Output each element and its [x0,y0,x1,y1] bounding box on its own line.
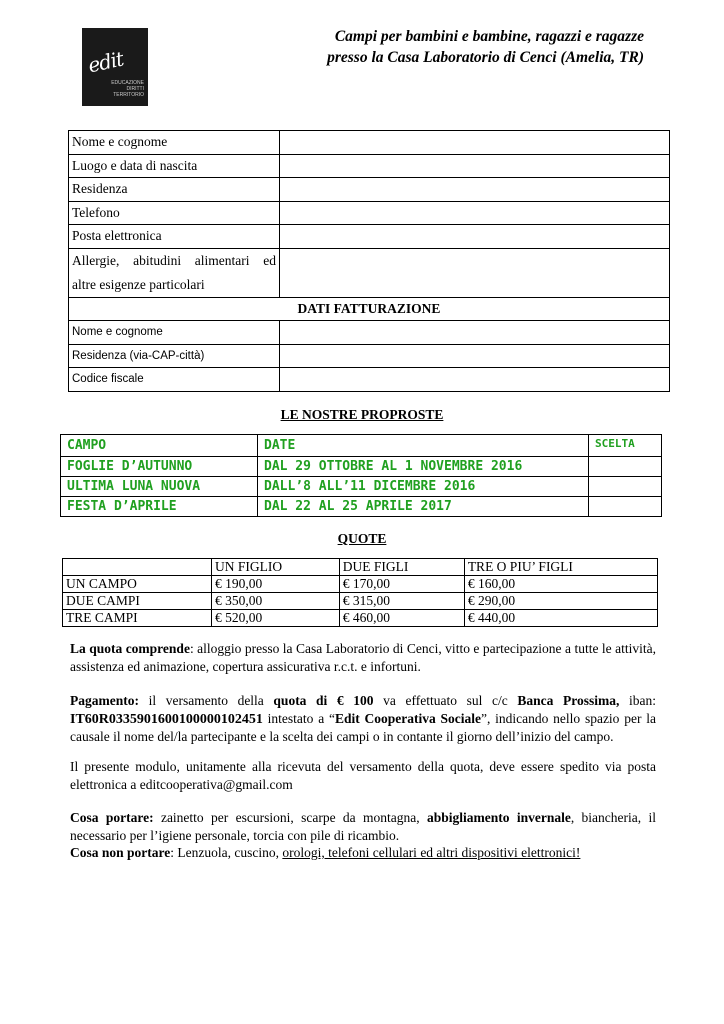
field-input[interactable] [280,131,670,155]
quote-cell: DUE CAMPI [63,593,212,610]
quote-row [63,576,658,593]
quote-cell: € 160,00 [464,576,657,593]
quote-cell: € 170,00 [339,576,464,593]
field-label: Residenza (via-CAP-città) [69,344,280,368]
quote-cell: € 440,00 [464,610,657,627]
proposals-table [60,434,662,517]
quote-table [62,558,658,627]
col-header-campo: CAMPO [61,435,258,457]
iban-code: IT60R0335901600100000102451 [70,711,263,727]
logo-subtitle: EDUCAZIONE DIRITTI TERRITORIO [111,80,144,98]
form-row [69,321,670,345]
proposal-choice[interactable] [589,497,662,517]
quote-cell: € 350,00 [212,593,340,610]
modulo-paragraph: Il presente modulo, unitamente alla ricevuta del versamento della quota, deve essere spedito via posta elettronica a editcooperativa@gmail.com [70,759,656,792]
form-row [69,248,670,297]
proposal-date: DAL 29 OTTOBRE AL 1 NOVEMBRE 2016 [258,457,589,477]
proposals-header-row [61,435,662,457]
quote-row [63,593,658,610]
form-row [69,225,670,249]
proposal-campo: FOGLIE D’AUTUNNO [61,457,258,477]
registration-form-table [68,130,670,392]
form-row [69,344,670,368]
quote-header-row [63,559,658,576]
field-label: Residenza [69,178,280,202]
quote-row [63,610,658,627]
proposal-campo: ULTIMA LUNA NUOVA [61,477,258,497]
field-label: Nome e cognome [69,321,280,345]
quote-cell: € 190,00 [212,576,340,593]
field-label: Nome e cognome [69,131,280,155]
quote-cell: € 315,00 [339,593,464,610]
proposal-row [61,497,662,517]
proposal-choice[interactable] [589,477,662,497]
field-input[interactable] [280,154,670,178]
edit-logo [82,28,148,106]
field-label: Luogo e data di nascita [69,154,280,178]
pagamento-paragraph: Pagamento: il versamento della quota di € 100 va effettuato sul c/c Banca Prossima, iban: IT60R0335901600100000102451 intestato a “Edit Cooperativa Sociale”, indicando nello spazio per la causale il nome del/la partecipante e la scelta dei campi o in contante il giorno dell’inizio del campo. [70,693,656,744]
billing-header: DATI FATTURAZIONE [69,297,670,321]
logo-text: edit [85,46,126,78]
quote-cell: € 460,00 [339,610,464,627]
proposal-row [61,457,662,477]
proposal-date: DALL’8 ALL’11 DICEMBRE 2016 [258,477,589,497]
billing-header-row [69,297,670,321]
proposal-row [61,477,662,497]
field-input[interactable] [280,225,670,249]
col-header-date: DATE [258,435,589,457]
col-header-scelta: SCELTA [589,435,662,457]
form-row [69,131,670,155]
field-input[interactable] [280,321,670,345]
quote-title: QUOTE [337,531,387,546]
page-title: Campi per bambini e bambine, ragazzi e ragazze presso la Casa Laboratorio di Cenci (Amelia, TR) [327,28,644,66]
field-input[interactable] [280,178,670,202]
proposal-date: DAL 22 AL 25 APRILE 2017 [258,497,589,517]
proposals-title: LE NOSTRE PROPROSTE [280,407,444,422]
form-row [69,201,670,225]
form-row [69,178,670,202]
quote-header-cell [63,559,212,576]
form-row [69,154,670,178]
quote-cell: € 290,00 [464,593,657,610]
field-label: Codice fiscale [69,368,280,392]
quote-header-cell: DUE FIGLI [339,559,464,576]
proposal-choice[interactable] [589,457,662,477]
cosa-portare-paragraph: Cosa portare: zainetto per escursioni, scarpe da montagna, abbigliamento invernale, biancheria, il necessario per l’igiene personale, torcia con pile di ricambio. Cosa non portare: Lenzuola, cuscino, orologi, telefoni cellulari ed altri dispositivi elettronici! [70,810,656,860]
field-input[interactable] [280,344,670,368]
field-input[interactable] [280,248,670,297]
field-label-allergies: Allergie, abitudini alimentari ed altre esigenze particolari [69,248,280,297]
quote-header-cell: UN FIGLIO [212,559,340,576]
quote-cell: TRE CAMPI [63,610,212,627]
quota-comprende-paragraph: La quota comprende: alloggio presso la Casa Laboratorio di Cenci, vitto e partecipazione a tutte le attività, assistenza ed animazione, copertura assicurativa r.c.t. e infortuni. [70,641,656,674]
quote-header-cell: TRE O PIU’ FIGLI [464,559,657,576]
field-label: Telefono [69,201,280,225]
form-row [69,368,670,392]
field-input[interactable] [280,368,670,392]
field-input[interactable] [280,201,670,225]
field-label: Posta elettronica [69,225,280,249]
proposal-campo: FESTA D’APRILE [61,497,258,517]
quote-cell: € 520,00 [212,610,340,627]
quote-cell: UN CAMPO [63,576,212,593]
